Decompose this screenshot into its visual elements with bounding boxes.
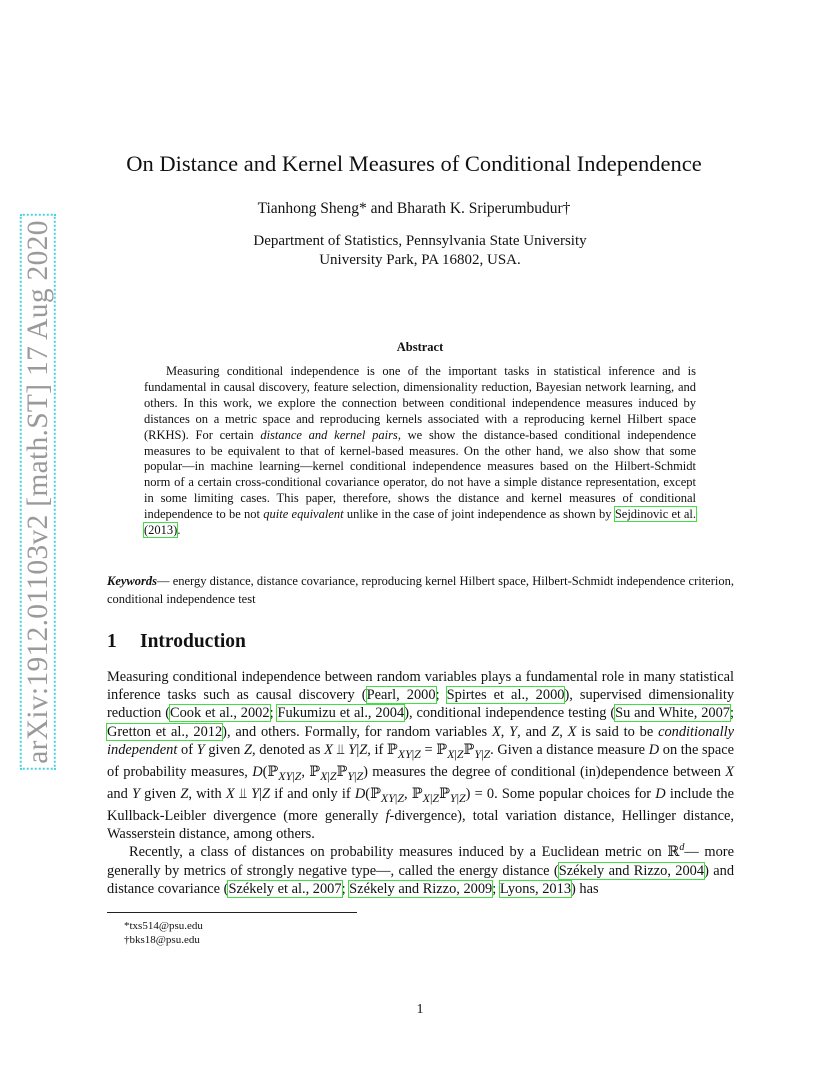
- abstract-text-end: .: [177, 523, 181, 538]
- section-heading: [107, 631, 246, 653]
- citation-link[interactable]: Gretton et al., 2012: [107, 723, 223, 740]
- paper-title: On Distance and Kernel Measures of Conditional Independence: [126, 151, 702, 176]
- citation-link[interactable]: Székely and Rizzo, 2004: [558, 862, 705, 879]
- section-title: Introduction: [140, 631, 246, 652]
- abstract-emphasis-1: distance and kernel pairs: [260, 427, 398, 442]
- citation-link[interactable]: Székely and Rizzo, 2009: [349, 880, 493, 897]
- abstract-heading: Abstract: [396, 340, 444, 354]
- section-number: 1: [107, 631, 117, 652]
- affiliation-line-2: University Park, PA 16802, USA.: [319, 252, 521, 268]
- abstract-emphasis-2: quite equivalent: [263, 507, 344, 522]
- abstract-text-2: , we show the distance-based conditional independence measures to be equivalent to that of kernel-based measures. On the other hand, we also show that some popular—in machine learning—kernel conditional independence measures based on the Hilbert-Schmidt norm of a certain cross-conditional covariance operator, do not have a simple distance representation, except in some limiting cases. This paper, therefore, shows the distance and kernel measures of conditional independence to be not: [144, 427, 696, 522]
- intro-paragraph-2: Recently, a class of distances on probability measures induced by a Euclidean metric on ℝ$^d$— more generally by metrics of strongly negative type—, called the energy distance (Székely and Rizzo, 2004) and distance covariance (Székely et al., 2007; Székely and Rizzo, 2009; Lyons, 2013) has: [107, 842, 735, 897]
- citation-link[interactable]: Spirtes et al., 2000: [446, 687, 565, 704]
- citation-link[interactable]: Cook et al., 2002: [170, 705, 270, 722]
- affiliation-line-1: Department of Statistics, Pennsylvania State University: [253, 233, 587, 249]
- intro-paragraph-1: Measuring conditional independence between random variables plays a fundamental role in many statistical inference tasks such as causal discovery (Pearl, 2000; Spirtes et al., 2000), supervised dimensionality reduction (Cook et al., 2002; Fukumizu et al., 2004), conditional independence testing (Su and White, 2007; Gretton et al., 2012), and others. Formally, for random variables X, Y, and Z, X is said to be conditionally independent of Y given Z, denoted as X ⫫ Y|Z, if ℙ$_{XY|Z}$ = ℙ$_{X|Z}$ℙ$_{Y|Z}$. Given a distance measure D on the space of probability measures, D(ℙ$_{XY|Z}$, ℙ$_{X|Z}$ℙ$_{Y|Z}$) measures the degree of conditional (in)dependence between X and Y given Z, with X ⫫ Y|Z if and only if D(ℙ$_{XY|Z}$, ℙ$_{X|Z}$ℙ$_{Y|Z}$) = 0. Some popular choices for D include the Kullback-Leibler divergence (more generally f-divergence), total variation distance, Hellinger distance, Wasserstein distance, among others.: [107, 669, 735, 843]
- keywords-label: Keywords: [107, 574, 157, 588]
- citation-link[interactable]: Lyons, 2013: [499, 880, 572, 897]
- affiliation: [0, 232, 828, 270]
- page-number: 1: [416, 1002, 424, 1017]
- footnote-rule: [107, 912, 357, 913]
- citation-link[interactable]: Sejdinovic et al. (2013): [144, 507, 696, 538]
- abstract-body: [144, 364, 696, 539]
- abstract-text-3: unlike in the case of joint independence as shown by: [343, 507, 615, 522]
- arxiv-id-link[interactable]: arXiv:1912.01103v2 [math.ST] 17 Aug 2020: [20, 214, 56, 770]
- arxiv-sidebar-stamp[interactable]: [21, 220, 55, 764]
- citation-link[interactable]: Su and White, 2007: [615, 705, 730, 722]
- citation-link[interactable]: Pearl, 2000: [366, 687, 436, 704]
- citation-link[interactable]: Székely et al., 2007: [228, 880, 342, 897]
- introduction-body: [107, 668, 734, 898]
- paper-authors: Tianhong Sheng* and Bharath K. Sriperumbudur†: [257, 200, 571, 217]
- citation-link[interactable]: Fukumizu et al., 2004: [277, 705, 405, 722]
- footnote-2: †bks18@psu.edu: [124, 934, 200, 946]
- keywords-text: — energy distance, distance covariance, reproducing kernel Hilbert space, Hilbert-Schmidt independence criterion, conditional independence test: [107, 574, 734, 606]
- abstract-text-1: Measuring conditional independence is one of the important tasks in statistical inference and is fundamental in causal discovery, feature selection, dimensionality reduction, Bayesian network learning, and others. In this work, we explore the connection between conditional independence measures induced by distances on a metric space and reproducing kernels associated with a reproducing kernel Hilbert space (RKHS). For certain: [144, 364, 696, 442]
- footnote-1: *txs514@psu.edu: [124, 920, 203, 932]
- keywords: [107, 573, 734, 608]
